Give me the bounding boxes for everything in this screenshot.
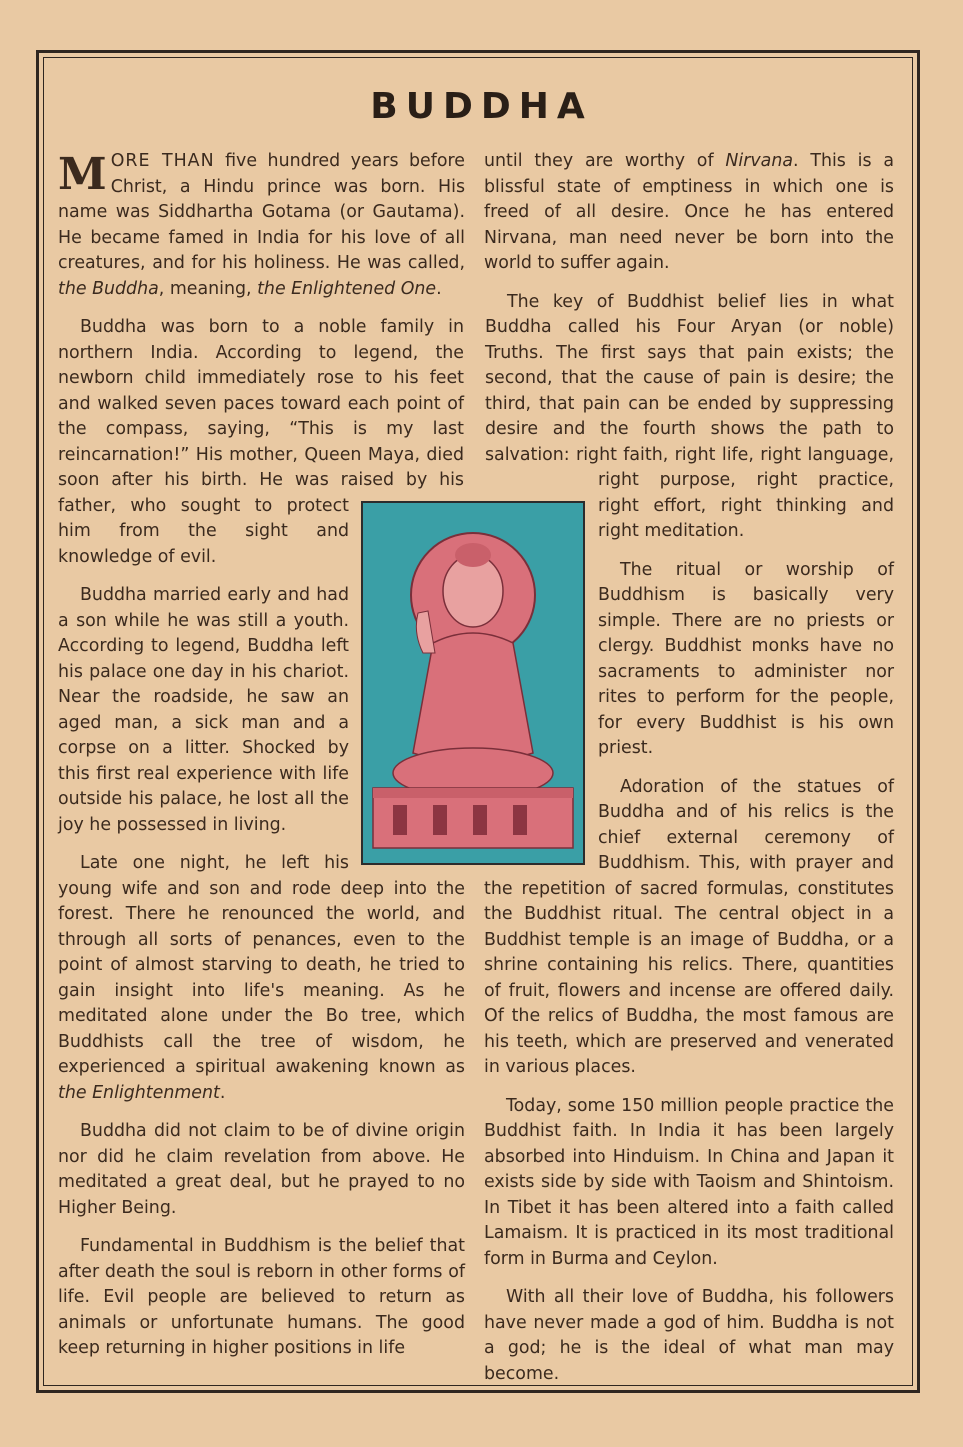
right-p1-text-a: until they are worthy of (484, 151, 726, 171)
page-title: BUDDHA (370, 86, 593, 127)
right-p1-text-b: . This is a blissful state of emptiness in which one is freed of all desire. Once he has entered Nirvana, man need never be born into the world to suffer again. (484, 151, 895, 273)
left-paragraph-1 (58, 149, 465, 302)
left-paragraph-5: Buddha did not claim to be of divine origin nor did he claim revelation from above. He meditated a great deal, but he prayed to no Higher Being. (58, 1121, 465, 1218)
right-paragraph-3: The ritual or worship of Buddhism is basically very simple. There are no priests or clergy. Buddhist monks have no sacraments to administer nor rites to perform for the people, for every Buddhist is his own priest. (598, 559, 894, 758)
right-p1-italic: Nirvana (725, 151, 793, 171)
left-p1-text-b: , meaning, (158, 278, 258, 299)
right-paragraph-4: Adoration of the statues of Buddha and of his relics is the chief external ceremony of Buddhism. This, with prayer and the repetition of sacred formulas, constitutes the Buddhist ritual. The central object in a Buddhist temple is an image of Buddha, or a shrine containing his relics. There, quantities of fruit, flowers and incense are offered daily. Of the relics of Buddha, the most famous are his teeth, which are preserved and venerated in various places. (484, 776, 894, 1077)
opening-words: ORE THAN (110, 151, 215, 171)
left-p1-text-c: . (436, 278, 442, 299)
right-paragraph-1 (484, 149, 894, 277)
left-p4-text-b: . (219, 1082, 226, 1103)
buddha-image (361, 501, 585, 865)
buddha-statue-illustration (363, 503, 583, 863)
left-paragraph-2: Buddha was born to a noble family in northern India. According to legend, the newborn child immediately rose to his feet and walked seven paces toward each point of the compass, saying, “This is my last reincarnation!” His mother, Queen Maya, died soon after his birth. He was raised by his father, who sought to protect him from the sight and knowledge of evil. (58, 317, 464, 567)
right-paragraph-2: The key of Buddhist belief lies in what Buddha called his Four Aryan (or noble) Truths. The first says that pain exists; the second, that the cause of pain is desire; the third, that pain can be ended by suppressing desire and the fourth shows the path to salvation: right faith, right life, right language, right purpose, right practice, right effort, right thinking and right meditation. (485, 291, 894, 541)
left-p4-italic: the Enlightenment (58, 1082, 220, 1103)
left-paragraph-3: Buddha married early and had a son while he was still a youth. According to legend, Buddha left his palace one day in his chariot. Near the roadside, he saw an aged man, a sick man and a corpse on a litter. Shocked by this first real experience with life outside his palace, he lost all the joy he possessed in living. (58, 585, 349, 835)
right-paragraph-5: Today, some 150 million people practice the Buddhist faith. In India it has been largely absorbed into Hinduism. In China and Japan it exists side by side with Taoism and Shintoism. In Tibet it has been altered into a faith called Lamaism. It is practiced in its most traditional form in Burma and Ceylon. (484, 1095, 894, 1269)
left-p1-italic-2: the Enlightened One (257, 278, 437, 299)
left-p1-text-a: five hundred years before Christ, a Hindu prince was born. His name was Siddhartha Gotama (or Gautama). He became famed in India for his love of all creatures, and for his holiness. He was called, (58, 151, 465, 273)
right-paragraph-6: With all their love of Buddha, his followers have never made a god of him. Buddha is not a god; he is the ideal of what man may become. (484, 1287, 894, 1384)
drop-cap: M (58, 149, 107, 200)
left-paragraph-4 (58, 851, 465, 1106)
left-p1-italic-1: the Buddha (58, 278, 159, 299)
left-paragraph-6: Fundamental in Buddhism is the belief that after death the soul is reborn in other forms of life. Evil people are believed to return as animals or unfortunate humans. The good keep returning in higher positions in life (58, 1236, 465, 1358)
left-p4-text-a: Late one night, he left his young wife and son and rode deep into the forest. There he renounced the world, and through all sorts of penances, even to the point of almost starving to death, he tried to gain insight into life's meaning. As he meditated alone under the Bo tree, which Buddhists call the tree of wisdom, he experienced a spiritual awakening known as (58, 853, 465, 1077)
